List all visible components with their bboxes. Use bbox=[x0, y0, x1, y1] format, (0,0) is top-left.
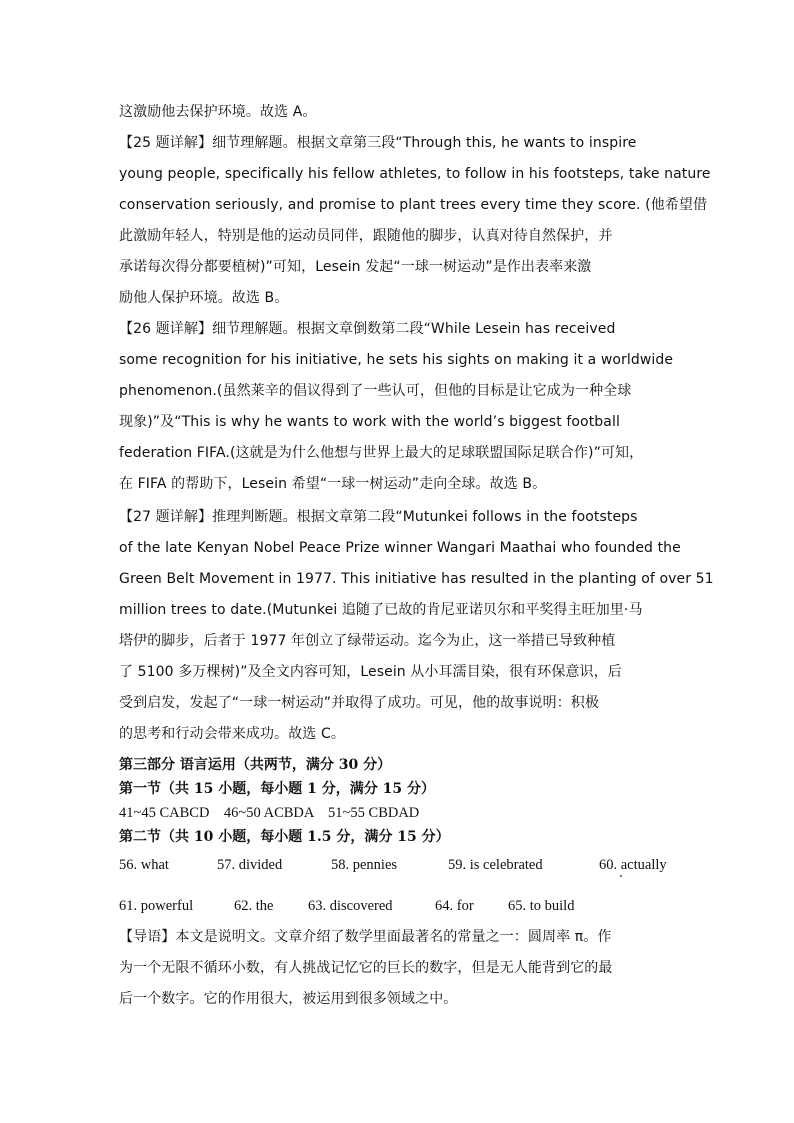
text-line: 这激励他去保护环境。故选 A。 bbox=[119, 104, 317, 120]
answer-item: 57. divided bbox=[217, 857, 283, 873]
section2-title: 第二节（共 10 小题，每小题 1.5 分，满分 15 分） bbox=[119, 829, 450, 845]
text-line: 为一个无限不循环小数，有人挑战记忆它的巨长的数字，但是无人能背到它的最 bbox=[119, 960, 613, 976]
answer-item: 56. what bbox=[119, 857, 169, 873]
answer-item: 60. actually bbox=[599, 857, 667, 873]
text-line: 励他人保护环境。故选 B。 bbox=[119, 290, 289, 306]
answer-26-explanation bbox=[119, 314, 679, 500]
text-line: 后一个数字。它的作用很大，被运用到很多领域之中。 bbox=[119, 991, 458, 1007]
text-line: Green Belt Movement in 1977. This initiative has resulted in the planting of over 51 bbox=[119, 571, 714, 587]
text-line: phenomenon.(虽然莱辛的倡议得到了一些认可，但他的目标是让它成为一种全球 bbox=[119, 383, 632, 399]
answer-item: 64. for bbox=[435, 898, 474, 914]
text-line: 承诺每次得分都要植树)”可知，Lesein 发起“一球一树运动”是作出表率来激 bbox=[119, 259, 592, 275]
text-line: 塔伊的脚步，后者于 1977 年创立了绿带运动。迄今为止，这一举措已导致种植 bbox=[119, 633, 616, 649]
answer-25-explanation bbox=[119, 128, 711, 314]
section2-answers-row-2 bbox=[119, 898, 699, 920]
text-line: of the late Kenyan Nobel Peace Prize winner Wangari Maathai who founded the bbox=[119, 540, 681, 556]
answer-item: 65. to build bbox=[508, 898, 575, 914]
part3-section bbox=[119, 753, 679, 849]
text-line: 在 FIFA 的帮助下，Lesein 希望“一球一树运动”走向全球。故选 B。 bbox=[119, 476, 547, 492]
text-line: million trees to date.(Mutunkei 追随了已故的肯尼亚诺贝尔和平奖得主旺加里·马 bbox=[119, 602, 643, 618]
answer-item: 59. is celebrated bbox=[448, 857, 543, 873]
text-line: 受到启发，发起了“一球一树运动”并取得了成功。可见，他的故事说明：积极 bbox=[119, 695, 600, 711]
text-line: federation FIFA.(这就是为什么他想与世界上最大的足球联盟国际足联合作)”可知， bbox=[119, 445, 644, 461]
text-line: 了 5100 多万棵树)”及全文内容可知，Lesein 从小耳濡目染，很有环保意识，后 bbox=[119, 664, 622, 680]
section1-answers: 41~45 CABCD 46~50 ACBDA 51~55 CBDAD bbox=[119, 805, 420, 821]
part3-title: 第三部分 语言运用（共两节，满分 30 分） bbox=[119, 757, 392, 773]
answer-item: 63. discovered bbox=[308, 898, 393, 914]
guide-paragraph bbox=[119, 922, 679, 1015]
answer-27-explanation bbox=[119, 502, 714, 750]
text-line: conservation seriously, and promise to plant trees every time they score. (他希望借 bbox=[119, 197, 708, 213]
text-line: 【26 题详解】细节理解题。根据文章倒数第二段“While Lesein has received bbox=[119, 321, 616, 337]
answer-item: 62. the bbox=[234, 898, 274, 914]
text-line: 现象)”及“This is why he wants to work with the world’s biggest football bbox=[119, 414, 620, 430]
section2-answers-row-1 bbox=[119, 857, 699, 879]
text-line: young people, specifically his fellow athletes, to follow in his footsteps, take nature bbox=[119, 166, 711, 182]
answer-24-tail bbox=[119, 97, 679, 128]
section1-title: 第一节（共 15 小题，每小题 1 分，满分 15 分） bbox=[119, 781, 435, 797]
text-line: 【导语】本文是说明文。文章介绍了数学里面最著名的常量之一：圆周率 π。作 bbox=[119, 929, 612, 945]
text-line: 的思考和行动会带来成功。故选 C。 bbox=[119, 726, 345, 742]
stray-dot bbox=[620, 875, 622, 877]
text-line: 【27 题详解】推理判断题。根据文章第二段“Mutunkei follows in the footsteps bbox=[119, 509, 638, 525]
answer-item: 61. powerful bbox=[119, 898, 194, 914]
text-line: 【25 题详解】细节理解题。根据文章第三段“Through this, he wants to inspire bbox=[119, 135, 637, 151]
text-line: 此激励年轻人，特别是他的运动员同伴，跟随他的脚步，认真对待自然保护，并 bbox=[119, 228, 613, 244]
answer-item: 58. pennies bbox=[331, 857, 398, 873]
text-line: some recognition for his initiative, he sets his sights on making it a worldwide bbox=[119, 352, 674, 368]
